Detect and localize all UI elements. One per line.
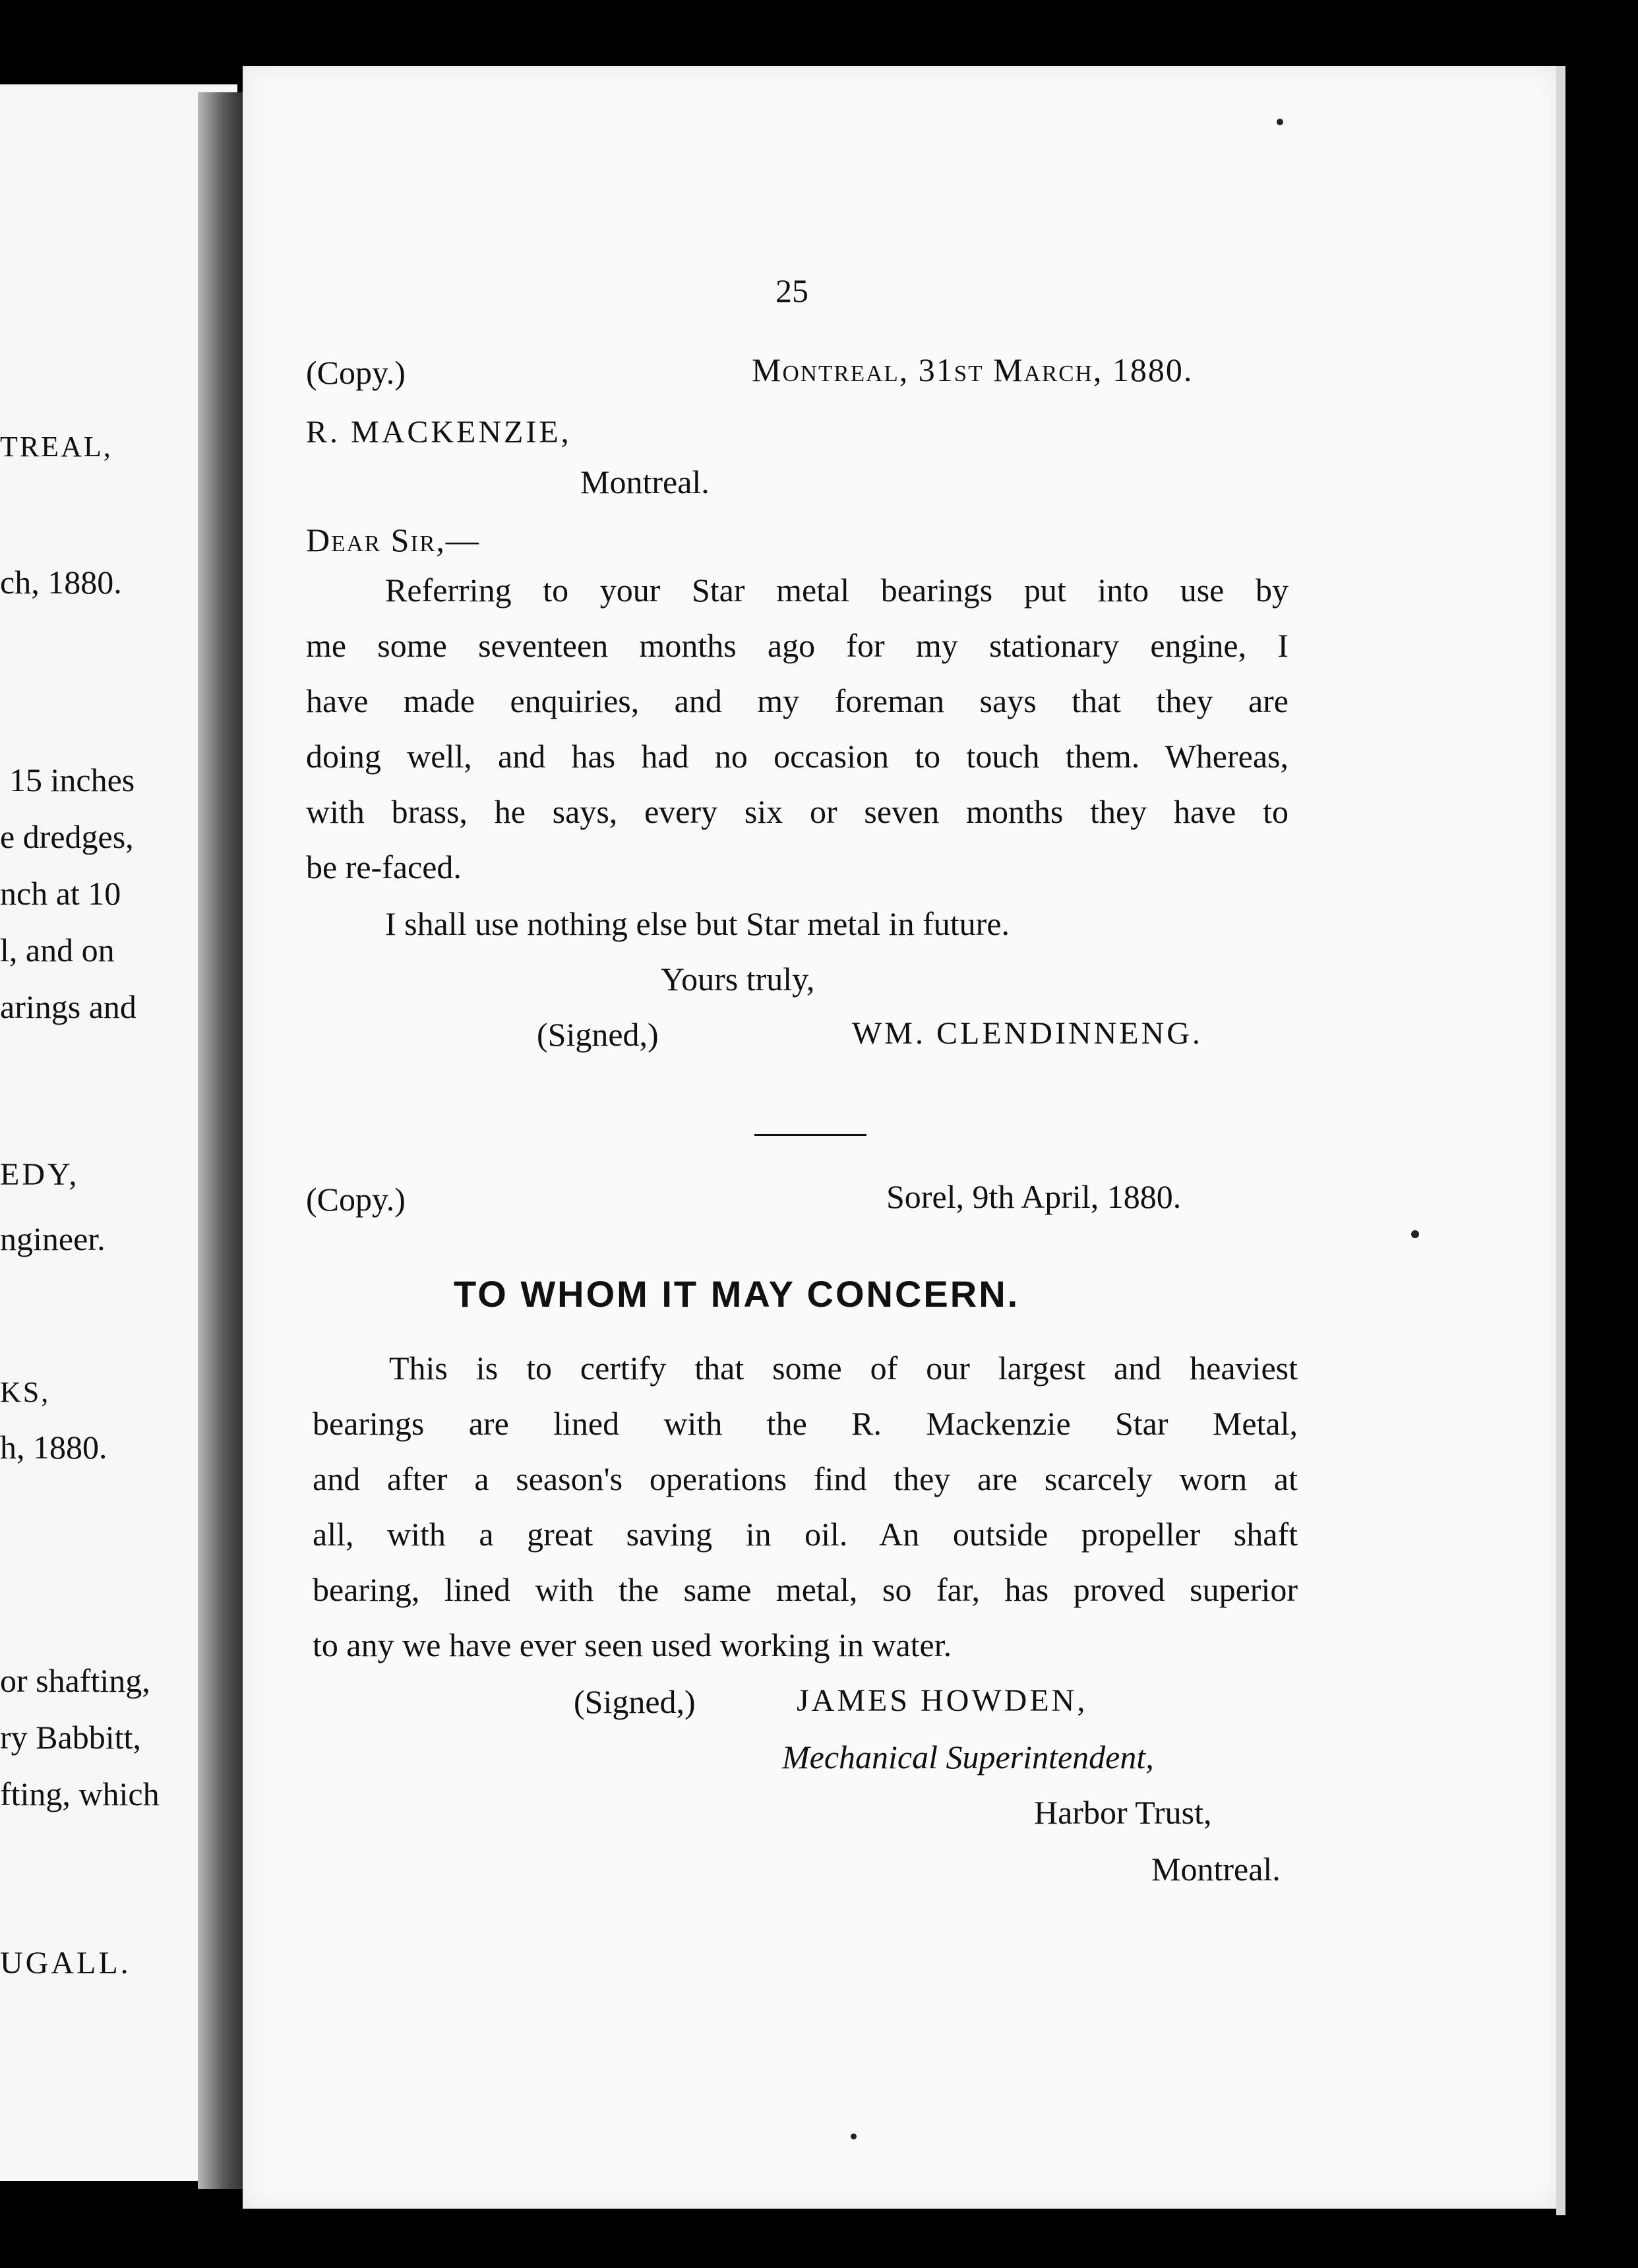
addressee-city: Montreal. <box>580 463 710 500</box>
letter-place-date: Montreal, 31st March, 1880. <box>752 351 1194 388</box>
gutter-shadow <box>198 92 245 2189</box>
letter-body-line: with brass, he says, every six or seven months they have to <box>306 793 1289 830</box>
signed-label: (Signed,) <box>574 1683 696 1720</box>
left-page-line: l, and on <box>0 932 115 969</box>
addressee-name: R. MACKENZIE, <box>306 415 572 450</box>
signatory-title: Mechanical Superintendent, <box>782 1739 1154 1776</box>
signature: WM. CLENDINNENG. <box>852 1016 1203 1051</box>
letter-body-line: to any we have ever seen used working in water. <box>313 1626 952 1663</box>
letter-body-line: be re-faced. <box>306 849 462 885</box>
signed-label: (Signed,) <box>537 1016 659 1053</box>
salutation: Dear Sir,— <box>306 522 480 558</box>
signature: JAMES HOWDEN, <box>797 1683 1088 1718</box>
left-page-line: UGALL. <box>0 1946 131 1981</box>
left-page-line: TREAL, <box>0 431 113 463</box>
left-page-line: ngineer. <box>0 1220 106 1257</box>
left-page-line: arings and <box>0 988 136 1025</box>
letter-body-line: all, with a great saving in oil. An outside propeller shaft <box>313 1516 1298 1553</box>
letter-body-line: me some seventeen months ago for my stationary engine, I <box>306 627 1289 664</box>
valediction: Yours truly, <box>661 961 815 998</box>
letter-body-line: have made enquiries, and my foreman says that they are <box>306 682 1289 719</box>
left-page-line: h, 1880. <box>0 1429 107 1466</box>
letter-body-line: Referring to your Star metal bearings put into use by <box>385 572 1289 609</box>
letter-body-line: and after a season's operations find they are scarcely worn at <box>313 1460 1298 1497</box>
left-page-line: e dredges, <box>0 818 134 855</box>
left-page-line: or shafting, <box>0 1662 150 1699</box>
copy-label: (Copy.) <box>306 1181 406 1218</box>
letter-body-line: doing well, and has had no occasion to touch them. Whereas, <box>306 738 1289 775</box>
left-page-line: KS, <box>0 1376 51 1408</box>
page-edge <box>1556 66 1565 2215</box>
notice-heading: TO WHOM IT MAY CONCERN. <box>454 1273 1020 1315</box>
closing-statement: I shall use nothing else but Star metal in future. <box>385 905 1010 942</box>
signatory-city: Montreal. <box>1151 1851 1281 1888</box>
copy-label: (Copy.) <box>306 354 406 391</box>
scan-speck <box>1411 1230 1419 1238</box>
letter-place-date: Sorel, 9th April, 1880. <box>886 1178 1182 1215</box>
signatory-organization: Harbor Trust, <box>1034 1794 1212 1831</box>
letter-body-line: bearing, lined with the same metal, so far, has proved superior <box>313 1571 1298 1608</box>
section-divider <box>754 1134 866 1136</box>
left-page-line: ry Babbitt, <box>0 1719 141 1756</box>
letter-body-line: This is to certify that some of our largest and heaviest <box>389 1350 1298 1387</box>
left-page-line: fting, which <box>0 1776 160 1812</box>
letter-body-line: bearings are lined with the R. Mackenzie Star Metal, <box>313 1405 1298 1442</box>
left-page-line: ch, 1880. <box>0 564 122 601</box>
left-page-line: 15 inches <box>9 761 135 798</box>
scan-speck <box>1277 119 1283 125</box>
page-number: 25 <box>775 272 808 309</box>
left-page-line: nch at 10 <box>0 875 121 912</box>
left-page-line: EDY, <box>0 1157 80 1192</box>
scan-speck <box>851 2134 857 2139</box>
